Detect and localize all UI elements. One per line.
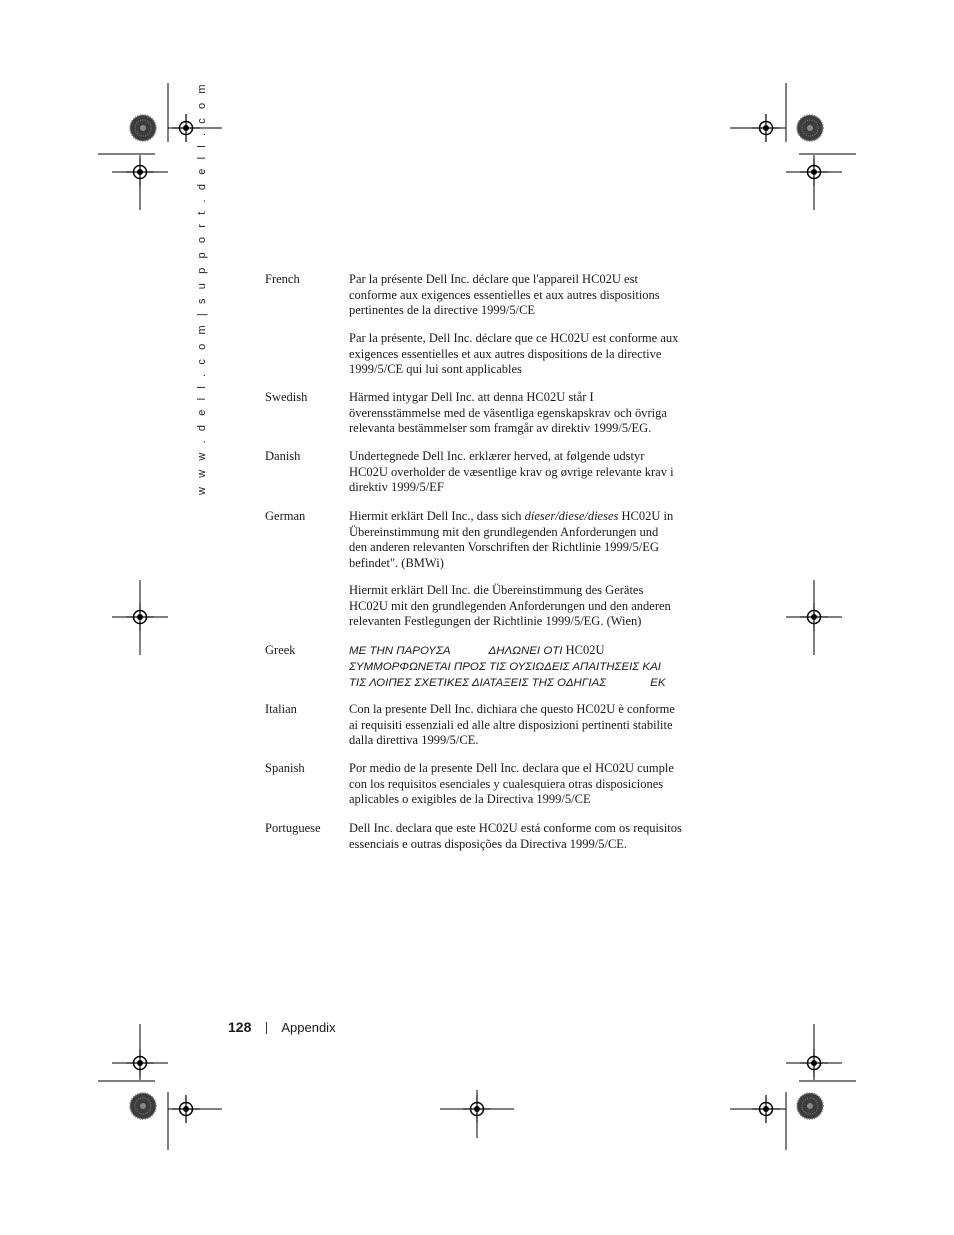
declaration-german-1: Hiermit erklärt Dell Inc., dass sich dieser/diese/dieses HC02U in Übereinstimmung mit den grundlegenden Anforderungen und den anderen relevanten Vorschriften der Richtlinie 1999/5/EG befindet". (BMWi) — [349, 509, 674, 570]
language-label-spanish: Spanish — [265, 761, 305, 775]
declaration-portuguese: Dell Inc. declara que este HC02U está conforme com os requisitos essenciais e outras disposições da Directiva 1999/5/CE. — [349, 821, 682, 851]
star-registration-icon — [130, 115, 156, 141]
footer-divider — [266, 1022, 267, 1034]
language-label-swedish: Swedish — [265, 390, 308, 404]
crosshair-registration-icon — [800, 603, 828, 631]
crosshair-registration-icon — [752, 114, 780, 142]
declaration-greek: ΜΕ ΤΗΝ ΠΑΡΟΥΣΑ ΔΗΛΩΝΕΙ ΟΤΙ HC02U ΣΥΜΜΟΡΦΩΝΕΤΑΙ ΠΡΟΣ ΤΙΣ ΟΥΣΙΩΔΕΙΣ ΑΠΑΙΤΗΣΕΙΣ ΚΑΙ ΤΙΣ ΛΟΙΠΕΣ ΣΧΕΤΙΚΕΣ ΔΙΑΤΑΞΕΙΣ ΤΗΣ ΟΔΗΓΙΑΣ ΕΚ — [349, 643, 666, 690]
crosshair-registration-icon — [126, 158, 154, 186]
language-label-portuguese: Portuguese — [265, 821, 321, 835]
declaration-spanish: Por medio de la presente Dell Inc. declara que el HC02U cumple con los requisitos esenciales y cualesquiera otras disposiciones aplicables o exigibles de la Directiva 1999/5/CE — [349, 761, 674, 807]
declaration-french-1: Par la présente Dell Inc. déclare que l'appareil HC02U est conforme aux exigences essentielles et aux autres dispositions pertinentes de la directive 1999/5/CE — [349, 272, 660, 318]
page-footer — [228, 1019, 336, 1037]
side-url: w w w . d e l l . c o m | s u p p o r t . d e l l . c o m — [196, 81, 208, 495]
crosshair-registration-icon — [752, 1095, 780, 1123]
declaration-italian: Con la presente Dell Inc. dichiara che questo HC02U è conforme ai requisiti essenziali ed alle altre disposizioni pertinenti stabilite dalla direttiva 1999/5/CE. — [349, 702, 675, 748]
language-label-french: French — [265, 272, 300, 286]
crosshair-registration-icon — [172, 1095, 200, 1123]
crosshair-registration-icon — [800, 158, 828, 186]
language-label-italian: Italian — [265, 702, 297, 716]
language-label-german: German — [265, 509, 306, 523]
star-registration-icon — [130, 1093, 156, 1119]
page-number: 128 — [228, 1019, 252, 1035]
crosshair-registration-icon — [126, 1049, 154, 1077]
crosshair-registration-icon — [463, 1095, 491, 1123]
star-registration-icon — [797, 115, 823, 141]
declaration-danish: Undertegnede Dell Inc. erklærer herved, at følgende udstyr HC02U overholder de væsentlige krav og øvrige relevante krav i direktiv 1999/5/EF — [349, 449, 674, 495]
crosshair-registration-icon — [800, 1049, 828, 1077]
section-name: Appendix — [281, 1020, 336, 1035]
declaration-french-2: Par la présente, Dell Inc. déclare que ce HC02U est conforme aux exigences essentielles et aux autres dispositions de la directive 1999/5/CE qui lui sont applicables — [349, 331, 679, 377]
star-registration-icon — [797, 1093, 823, 1119]
language-label-danish: Danish — [265, 449, 301, 463]
crosshair-registration-icon — [126, 603, 154, 631]
language-label-greek: Greek — [265, 643, 296, 657]
declaration-german-2: Hiermit erklärt Dell Inc. die Übereinstimmung des Gerätes HC02U mit den grundlegenden Anforderungen und den anderen relevanten Festlegungen der Richtlinie 1999/5/EG. (Wien) — [349, 583, 671, 629]
declaration-swedish: Härmed intygar Dell Inc. att denna HC02U står I överensstämmelse med de väsentliga egenskapskrav och övriga relevanta bestämmelser som framgår av direktiv 1999/5/EG. — [349, 390, 667, 436]
